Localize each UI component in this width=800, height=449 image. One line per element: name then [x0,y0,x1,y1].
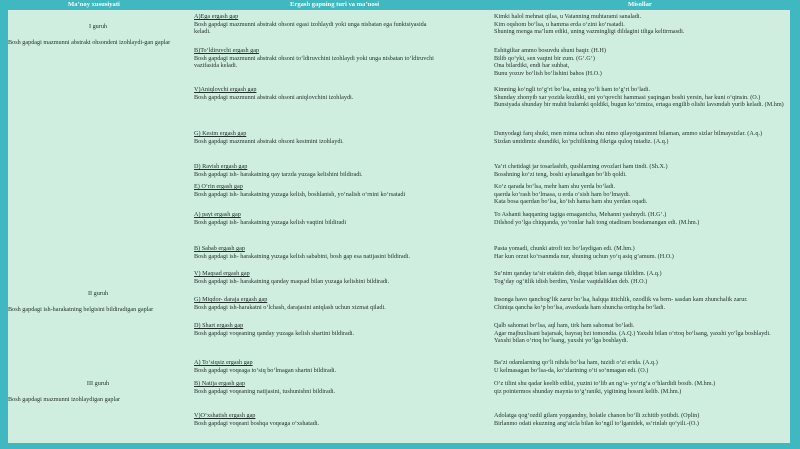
example-line: Shunday zhonyib xar yozida kezdiki, uni yo‘qovchi hammasi yaqingan boshi yersin, har kuni o‘qinsin. (O.) [494,93,761,101]
example-line: Agar majbuxlisani bajarsak, bayraq bzi tomondia. (A.Q.) Yaxshi bilan o‘rtoq bo‘lsang, yaxshi yo‘lga boshlaydi. Yaxshi bilan o‘rtoq bo‘lsang, yaxshi yo‘lga boshlaydi. [494,329,771,345]
type-line: Bosh gapdagi mazmunni abstrakt ohsoni egasi izohlaydi yoki unga nisbatan ega funktsiyasida [194,20,427,28]
type-miqdor [194,296,490,311]
group-title: II guruh [87,290,109,297]
example-line: Kimki halol mehnat qilsa, u Vatanning muhtarami sanaladi. [494,13,642,20]
example-line: Insonga havo qanchog‘lik zarur bo‘lsa, halqqa ittichlik, ozodlik va bern- sasdan kam zhunchalik zarur. [494,296,748,303]
type-title: V)Aniqlovchi ergash gap [194,86,257,93]
group-title: I guruh [88,23,108,30]
group-description: Bosh gapdagi ish-harakatning belgisini bildiradigan gaplar [8,305,154,313]
example-line: Adolatga qog‘ozdil gilam yopgandny, holatle chanon bo‘lli zchitib yotibdi. (Oplin) [494,412,700,419]
type-line: Bosh gapdagi ish-harakatni o‘lchash, darajasini aniqlash uchun xizmat qiladi. [194,303,386,311]
example-line: Bosshning ko‘zi teng, boshi aylanadigan bo‘lib qoldi. [494,170,627,178]
examples-shart [494,322,784,345]
example-line: Chiniqa qancha ko‘p bo‘lsa, avaxkada ham shuncha ortiqcha bo‘ladi. [494,303,666,311]
type-title: B) Sabab ergash gap [194,245,245,252]
type-tosiqsiz [194,359,490,374]
type-oxshatish [194,412,490,427]
type-line: Bosh gapdagi mazmunni abstrakt ohsoni aniqlovchini izohlaydi. [194,93,354,101]
example-line: Eshitgiltar ammo bosuvdu shuni baqir. (H.H) [494,47,606,54]
example-line: U kelmasagan bo‘lsa-da, ko‘zlarining o‘ti so‘nmagan edi. (O.) [494,366,649,374]
example-line: Ko‘z qarada bo‘lsa, mehr ham shu yerda bo‘ladi. [494,183,616,190]
header-col-meaning: Ma’noy xususiyati [68,1,120,8]
type-title: D) Shart ergash gap [194,322,244,329]
example-line: Sizdan umidimiz shundiki, ko‘pchilikning fikriga quloq tutadiz. (A.q.) [494,137,669,145]
type-sabab [194,245,490,260]
type-line: Bosh gapdagi ish- harakatning yuzaga kelish vaqtini bildiradi [194,218,347,226]
example-line: Bilib qo‘yki, sen vaqtni bir zum. (G‘.G‘) [494,54,595,62]
type-title: V) Maqsad ergash gap [194,270,250,277]
group-2 [8,290,188,313]
type-shart [194,322,490,337]
example-line: Shuning menga ma’lum ediki, uning vazmingligi dildagini tiliga keltirmasdi. [494,28,685,36]
type-title: E) O‘rin ergash gap [194,183,243,190]
example-line: qiz pointermos shunday maynia to‘g‘raniki, yigitning hossni kelib. (M.hm.) [494,387,682,395]
group-title: III guruh [86,380,110,387]
examples-ega [494,13,784,36]
example-line: Bunu yozuv bo‘lish bo‘lishini bahos (H.O.) [494,69,602,77]
example-line: Pasta yomadi, chunki atrofi tez bo‘laydigan edi. (M.hm.) [494,245,635,252]
example-line: Har kun orzut ko‘rsanmda nur, shuning uchun yo‘q asiq g‘amum. (H.O.) [494,252,674,260]
example-line: Ba’zi odamlarning qo‘li nihda bo‘lsa ham, tuzidi o‘zi erida. (A.q.) [494,359,658,366]
examples-miqdor [494,296,784,311]
type-line: Bosh gapdagi ish- harakatning yuzaga kelish sababini, bosh gap esa natijasini bildiradi. [194,252,410,260]
examples-kesim [494,130,784,145]
example-line: Dunyodagi farq shuki, men mima uchun shu nimo qilayotganimni bilaman, ammo sizlar bilmaysizlar. (A.q.) [494,130,763,137]
example-line: Birlanmo odati ekuzning ang‘aicla bilan ko‘ngil to‘lganidek, ss‘rinlab qo‘yili.-(O.) [494,419,699,427]
type-aniqlovchi [194,86,490,101]
type-kesim [194,130,490,145]
type-title: A) To‘siqsiz ergash gap [194,359,253,366]
type-line: keladi. [194,28,211,36]
type-toldiruvchi [194,47,490,70]
group-3 [8,380,188,403]
example-line: Ona bilardiki, endi har suhbat, [494,62,570,70]
examples-oxshatish [494,412,784,427]
table-header [8,0,790,10]
type-line: Bosh gapdagi voqeaning qanday yuzaga kelish shartini bildiradi. [194,329,355,337]
type-ravish [194,163,490,178]
type-title: A) payt ergash gap [194,211,241,218]
example-line: Kimning ko‘ngli to‘g‘ri bo‘lsa, uning yo‘li ham to‘g‘ri bo‘ladi. [494,86,651,93]
example-line: Kata bosa qaerdan bo‘lsa, ko‘ish hama ham shu yerdan oqadi. [494,198,648,206]
type-line: Bosh gapdagi voqeani boshqa voqeaga o‘xshatadi. [194,419,320,427]
type-ega [194,13,490,36]
type-line: Bosh gapdagi ish- harakatning qanday maqsad bilan yuzaga kelishini bildiradi. [194,277,390,285]
examples-sabab [494,245,784,260]
examples-maqsad [494,270,784,285]
type-line: Bosh gapdagi ish- harakatning yuzaga kelish, boshlanish, yo‘nalish o‘rnini ko‘rsatadi [194,190,406,198]
example-line: qaerda ko‘rash bo‘lmasa, u erda o‘sish ham bo‘lmaydi. [494,190,631,198]
type-natija [194,380,490,395]
type-line: vazifasida keladi. [194,62,238,70]
example-line: Qalb sahomat bo‘lsa, aql ham, tirk ham sahomat bo‘ladi. [494,322,635,329]
example-line: O‘z tilini shu qadar keelib edilsi, yuzini to‘lib an ng‘a- yo‘rig‘a o‘hlardidi bosib. (M.hm.) [494,380,716,387]
type-title: B)To‘ldiruvchi ergash gap [194,47,260,54]
type-line: Bosh gapdagi voqeaga to‘siq bo‘lmagan shartni bildiradi. [194,366,337,374]
type-title: G) Miqdor- daraja ergash gap [194,296,268,303]
type-title: B) Natija ergash gap [194,380,245,387]
example-line: Kim oqshom bo‘lsa, u hamma erda o‘zini ko‘rsatadi. [494,20,625,28]
example-line: Bunsiyada shunday bir muhit bularnki qoldiki, bugun ko‘zimiza, ertaga engilib olishi lavsmdab yurib keladi. (M.hm) [494,101,784,109]
examples-tosiqsiz [494,359,784,374]
type-line: Bosh gapdagi voqeaning natijasini, tushunishni bildiradi. [194,387,336,395]
examples-toldiruvchi [494,47,784,77]
example-line: Su’nim qanday ta’sir etaktin deb, diqqat bilan sanga tikildim. (A.q.) [494,270,662,277]
group-description: Bosh gapdagi mazmunni abstrakt ohsondeni izohlaydi-gan gaplar [8,38,171,46]
examples-payt [494,211,784,226]
type-payt [194,211,490,226]
examples-natija [494,380,784,395]
group-description: Bosh gapdagi mazmunni izohlaydigan gaplar [8,395,121,403]
type-line: Bosh gapdagi mazmunni abstrakt ohsoni to‘ldiruvchini izohlaydi yoki unga nisbatan to‘ldiruvchi [194,54,434,62]
type-title: A)Ega ergash gap [194,13,239,20]
examples-ravish [494,163,784,178]
type-orin [194,183,490,198]
examples-aniqlovchi [494,86,784,109]
type-line: Bosh gapdagi mazmunni abstrakt ohsoni kesimini izohlaydi. [194,137,344,145]
type-title: D) Ravish ergash gap [194,163,248,170]
type-title: G) Kesim ergash gap [194,130,247,137]
example-line: Tog‘day og‘itlik idish berdim, Yeslar vaqtdaliklan deb. (H.O.) [494,277,648,285]
example-line: To Ashanti haqqaning tagiga emaganicha, Mehanni yashnydi. (H.G‘.) [494,211,667,218]
example-line: Dilshod yo‘lga chiqqanda, yo‘ronlar hali tong otadiram bosdamangan edi. (M.hm.) [494,218,700,226]
group-1 [8,23,188,46]
type-title: V)O‘xshatish ergash gap [194,412,256,419]
type-line: Bosh gapdagi ish- harakatning qay tarzda yuzaga kelishini bildiradi. [194,170,363,178]
example-line: Ya’ri chetidagi jar tosarlashib, qushlarning ovozlari ham tindi. (Sh.X.) [494,163,668,170]
examples-orin [494,183,784,206]
header-col-type: Ergash gapning turi va ma’nosi [290,1,380,8]
header-col-examples: Misollar [628,1,652,8]
type-maqsad [194,270,490,285]
